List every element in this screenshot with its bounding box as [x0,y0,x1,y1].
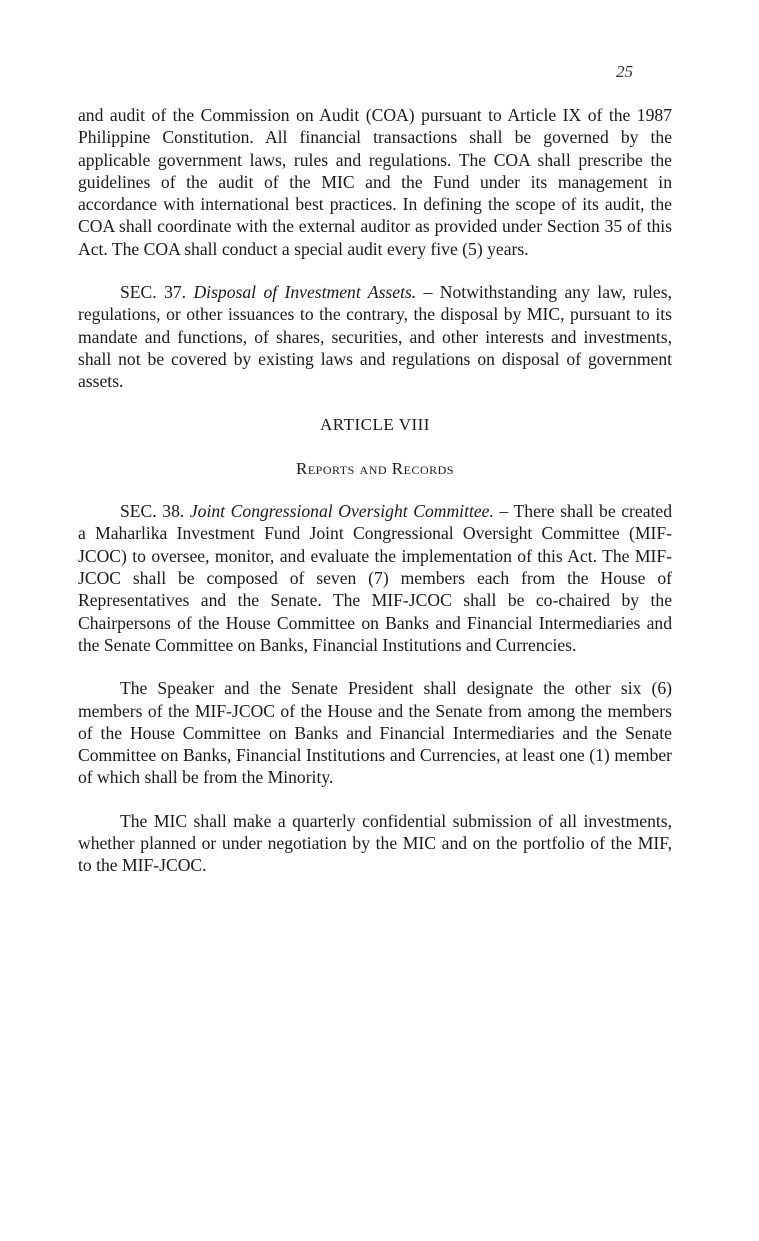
section-37-title: Disposal of Investment Assets. [193,282,417,303]
page-number: 25 [616,62,633,81]
section-38-title: Joint Congressional Oversight Committee. [189,501,494,522]
article-heading: ARTICLE VIII [320,414,430,434]
article-title: Reports and Records [296,458,454,478]
speaker-designation-paragraph: The Speaker and the Senate President shall designate the other six (6) members of the MIF-JCOC of the House and the Senate from among the members of the House Committee on Banks and Financial Intermediaries and the Senate Committee on Banks, Financial Institutions and Currencies, at least one (1) member of which shall be from the Minority. [78,678,672,788]
section-37-paragraph [78,281,672,392]
section-38-number: SEC. 38. [120,501,185,522]
section-38-body: – There shall be created a Maharlika Investment Fund Joint Congressional Oversight Committee (MIF-JCOC) to oversee, monitor, and evaluate the implementation of this Act. The MIF-JCOC shall be composed of seven (7) members each from the House of Representatives and the Senate. The MIF-JCOC shall be co-chaired by the Chairpersons of the House Committee on Banks and Financial Intermediaries and the Senate Committee on Banks, Financial Institutions and Currencies. [78,501,673,655]
section-37-number: SEC. 37. [120,282,187,303]
page-body [78,104,672,877]
quarterly-submission-paragraph: The MIC shall make a quarterly confidential submission of all investments, whether planned or under negotiation by the MIC and on the portfolio of the MIF, to the MIF-JCOC. [78,810,672,876]
continuation-paragraph: and audit of the Commission on Audit (COA) pursuant to Article IX of the 1987 Philippine Constitution. All financial transactions shall be governed by the applicable government laws, rules and regulations. The COA shall prescribe the guidelines of the audit of the MIC and the Fund under its management in accordance with international best practices. In defining the scope of its audit, the COA shall coordinate with the external auditor as provided under Section 35 of this Act. The COA shall conduct a special audit every five (5) years. [78,105,672,259]
section-38-paragraph [78,500,672,656]
section-37-body: – Notwithstanding any law, rules, regulations, or other issuances to the contrary, the disposal by MIC, pursuant to its mandate and functions, of shares, securities, and other interests and investments, shall not be covered by existing laws and regulations on disposal of government assets. [78,282,672,392]
